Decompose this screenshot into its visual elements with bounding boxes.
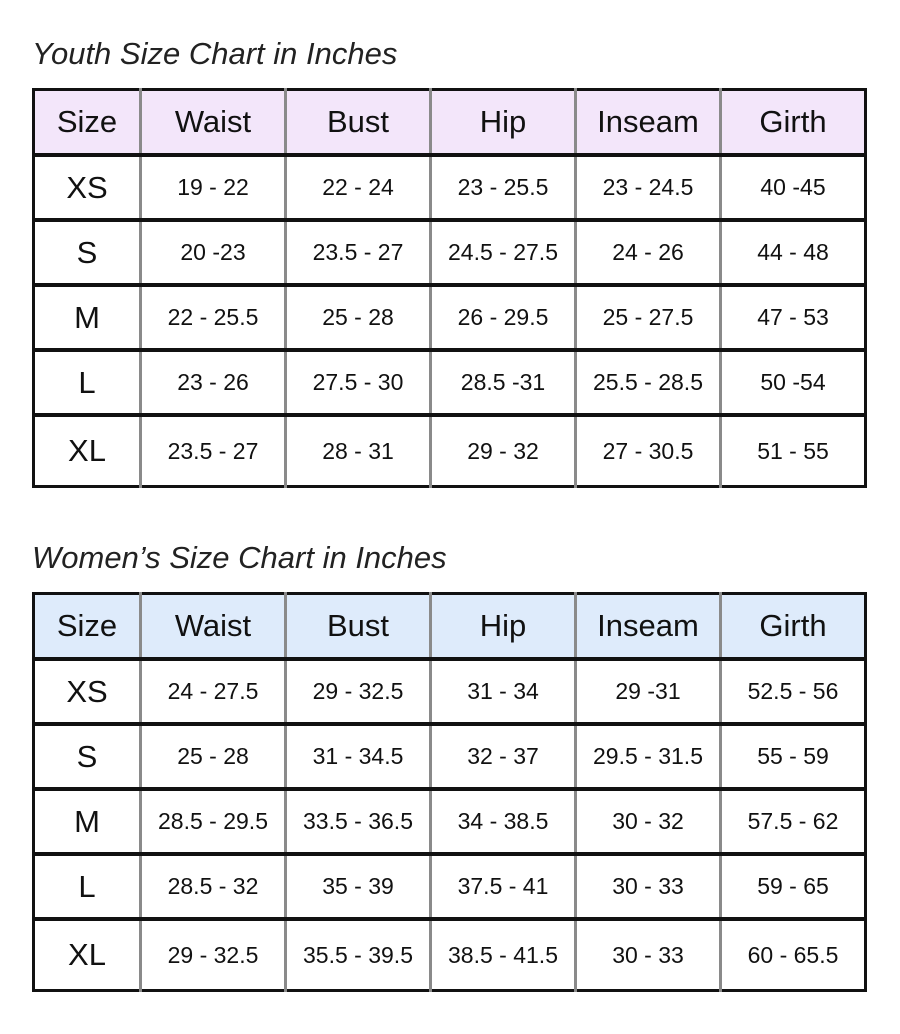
hip-cell: 38.5 - 41.5 <box>431 919 576 991</box>
table-row <box>34 854 866 919</box>
girth-cell: 59 - 65 <box>721 854 866 919</box>
girth-cell: 57.5 - 62 <box>721 789 866 854</box>
bust-cell: 33.5 - 36.5 <box>286 789 431 854</box>
inseam-cell: 30 - 32 <box>576 789 721 854</box>
column-header-girth: Girth <box>721 90 866 156</box>
bust-cell: 35 - 39 <box>286 854 431 919</box>
table-header-row <box>34 90 866 156</box>
size-cell: L <box>34 854 141 919</box>
youth-size-table <box>32 88 867 488</box>
bust-cell: 27.5 - 30 <box>286 350 431 415</box>
bust-cell: 28 - 31 <box>286 415 431 487</box>
column-header-bust: Bust <box>286 594 431 660</box>
inseam-cell: 25 - 27.5 <box>576 285 721 350</box>
hip-cell: 23 - 25.5 <box>431 155 576 220</box>
girth-cell: 55 - 59 <box>721 724 866 789</box>
waist-cell: 23.5 - 27 <box>141 415 286 487</box>
bust-cell: 29 - 32.5 <box>286 659 431 724</box>
size-cell: XS <box>34 659 141 724</box>
hip-cell: 32 - 37 <box>431 724 576 789</box>
inseam-cell: 25.5 - 28.5 <box>576 350 721 415</box>
bust-cell: 23.5 - 27 <box>286 220 431 285</box>
table-row <box>34 350 866 415</box>
column-header-bust: Bust <box>286 90 431 156</box>
waist-cell: 24 - 27.5 <box>141 659 286 724</box>
size-cell: XL <box>34 415 141 487</box>
hip-cell: 24.5 - 27.5 <box>431 220 576 285</box>
girth-cell: 47 - 53 <box>721 285 866 350</box>
waist-cell: 25 - 28 <box>141 724 286 789</box>
womens-size-table <box>32 592 867 992</box>
girth-cell: 52.5 - 56 <box>721 659 866 724</box>
waist-cell: 22 - 25.5 <box>141 285 286 350</box>
inseam-cell: 29.5 - 31.5 <box>576 724 721 789</box>
column-header-waist: Waist <box>141 594 286 660</box>
youth-chart-title: Youth Size Chart in Inches <box>32 36 398 71</box>
table-row <box>34 285 866 350</box>
girth-cell: 51 - 55 <box>721 415 866 487</box>
column-header-hip: Hip <box>431 90 576 156</box>
womens-chart-title: Women’s Size Chart in Inches <box>32 540 447 575</box>
table-header-row <box>34 594 866 660</box>
bust-cell: 31 - 34.5 <box>286 724 431 789</box>
waist-cell: 20 -23 <box>141 220 286 285</box>
waist-cell: 23 - 26 <box>141 350 286 415</box>
size-cell: L <box>34 350 141 415</box>
table-row <box>34 659 866 724</box>
hip-cell: 34 - 38.5 <box>431 789 576 854</box>
hip-cell: 31 - 34 <box>431 659 576 724</box>
size-cell: M <box>34 285 141 350</box>
hip-cell: 29 - 32 <box>431 415 576 487</box>
inseam-cell: 30 - 33 <box>576 919 721 991</box>
column-header-inseam: Inseam <box>576 90 721 156</box>
inseam-cell: 27 - 30.5 <box>576 415 721 487</box>
size-cell: M <box>34 789 141 854</box>
girth-cell: 44 - 48 <box>721 220 866 285</box>
bust-cell: 25 - 28 <box>286 285 431 350</box>
waist-cell: 19 - 22 <box>141 155 286 220</box>
inseam-cell: 23 - 24.5 <box>576 155 721 220</box>
girth-cell: 40 -45 <box>721 155 866 220</box>
hip-cell: 37.5 - 41 <box>431 854 576 919</box>
hip-cell: 26 - 29.5 <box>431 285 576 350</box>
size-cell: S <box>34 220 141 285</box>
bust-cell: 22 - 24 <box>286 155 431 220</box>
inseam-cell: 30 - 33 <box>576 854 721 919</box>
waist-cell: 29 - 32.5 <box>141 919 286 991</box>
girth-cell: 60 - 65.5 <box>721 919 866 991</box>
column-header-inseam: Inseam <box>576 594 721 660</box>
size-cell: XL <box>34 919 141 991</box>
table-row <box>34 724 866 789</box>
table-row <box>34 919 866 991</box>
column-header-waist: Waist <box>141 90 286 156</box>
column-header-size: Size <box>34 90 141 156</box>
waist-cell: 28.5 - 29.5 <box>141 789 286 854</box>
table-row <box>34 155 866 220</box>
column-header-size: Size <box>34 594 141 660</box>
table-row <box>34 415 866 487</box>
column-header-girth: Girth <box>721 594 866 660</box>
hip-cell: 28.5 -31 <box>431 350 576 415</box>
inseam-cell: 29 -31 <box>576 659 721 724</box>
waist-cell: 28.5 - 32 <box>141 854 286 919</box>
table-row <box>34 220 866 285</box>
column-header-hip: Hip <box>431 594 576 660</box>
inseam-cell: 24 - 26 <box>576 220 721 285</box>
size-cell: S <box>34 724 141 789</box>
girth-cell: 50 -54 <box>721 350 866 415</box>
table-row <box>34 789 866 854</box>
size-cell: XS <box>34 155 141 220</box>
bust-cell: 35.5 - 39.5 <box>286 919 431 991</box>
